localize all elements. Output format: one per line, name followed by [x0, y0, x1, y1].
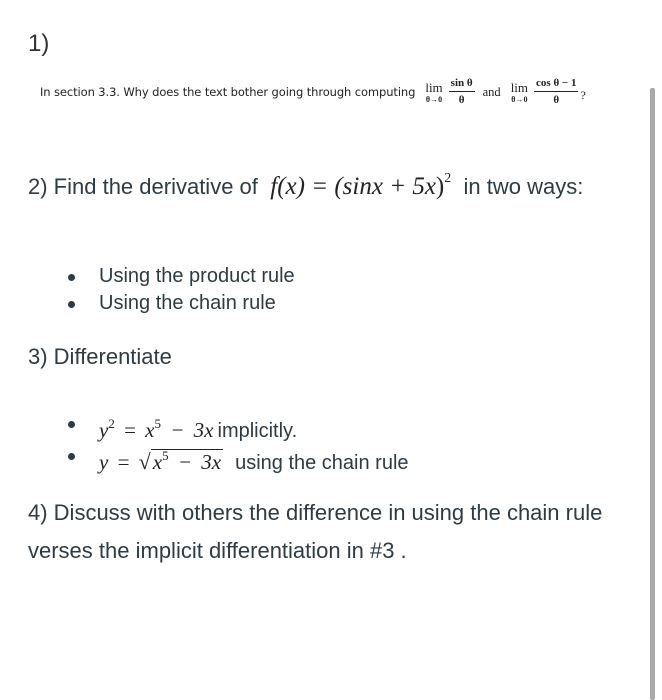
limit-2-operator: lim: [510, 79, 529, 95]
list-item-product-rule: Using the product rule: [66, 263, 466, 290]
limit-2-subscript: θ→0: [511, 94, 528, 104]
question-1-number: 1): [28, 30, 50, 57]
eq2-rad-base: x: [152, 450, 163, 474]
eq2-equals: =: [117, 450, 130, 474]
formula-lhs: f(x) = (: [270, 173, 343, 200]
limit-1-subscript: θ→0: [425, 94, 443, 104]
limit-1-fraction: [449, 78, 475, 106]
question-2: [28, 160, 628, 206]
eq1-equals: =: [124, 418, 136, 442]
connector-and: and: [482, 84, 501, 99]
list-item-chain: [66, 440, 526, 472]
limit-2: [511, 81, 528, 104]
limit-1-operator: lim: [425, 79, 443, 95]
formula-close: ): [435, 173, 445, 200]
question-2-suffix: in two ways:: [463, 174, 584, 199]
square-root: $√x^5 - 3x$: [138, 448, 222, 474]
vertical-scrollbar[interactable]: [650, 88, 655, 700]
question-1-text: [40, 70, 586, 114]
eq2-rad-exp: 5: [162, 448, 169, 463]
formula-body: sinx + 5x: [342, 173, 436, 200]
methods-list: [66, 263, 466, 317]
question-4: 4) Discuss with others the difference in using the chain rule verses the implicit differentiation in #3 .: [28, 500, 603, 563]
limit-1-numerator: sin θ: [449, 78, 475, 92]
eq1-instruction: implicitly.: [217, 420, 298, 442]
limit-1-denominator: θ: [458, 94, 465, 106]
eq2-lhs: y: [99, 450, 109, 474]
question-2-prefix: 2) Find the derivative of: [28, 174, 258, 199]
equation-chain: [99, 450, 223, 474]
question-3-title: 3) Differentiate: [28, 344, 172, 369]
function-formula: [264, 173, 451, 200]
list-item-chain-rule: Using the chain rule: [66, 290, 466, 317]
equation-implicit: [99, 418, 214, 442]
limit-2-denominator: θ: [553, 94, 560, 106]
limit-1: [425, 81, 442, 104]
question-mark: ?: [580, 87, 586, 102]
eq2-instruction: using the chain rule: [235, 452, 409, 474]
eq2-rad-rest: − 3x: [177, 450, 222, 474]
eq1-rhs-rest: − 3x: [170, 418, 214, 442]
formula-exponent: 2: [444, 171, 452, 186]
eq1-lhs-exp: 2: [108, 416, 115, 431]
limit-2-numerator: cos θ − 1: [534, 78, 578, 92]
eq1-lhs: y: [99, 418, 109, 442]
eq1-rhs-base: x: [145, 418, 155, 442]
eq1-rhs-exp: 5: [154, 416, 161, 431]
question-1-prompt: In section 3.3. Why does the text bother going through computing: [40, 85, 416, 99]
limit-2-fraction: [534, 78, 578, 106]
differentiate-list: [66, 408, 526, 472]
list-item-implicit: [66, 408, 526, 440]
